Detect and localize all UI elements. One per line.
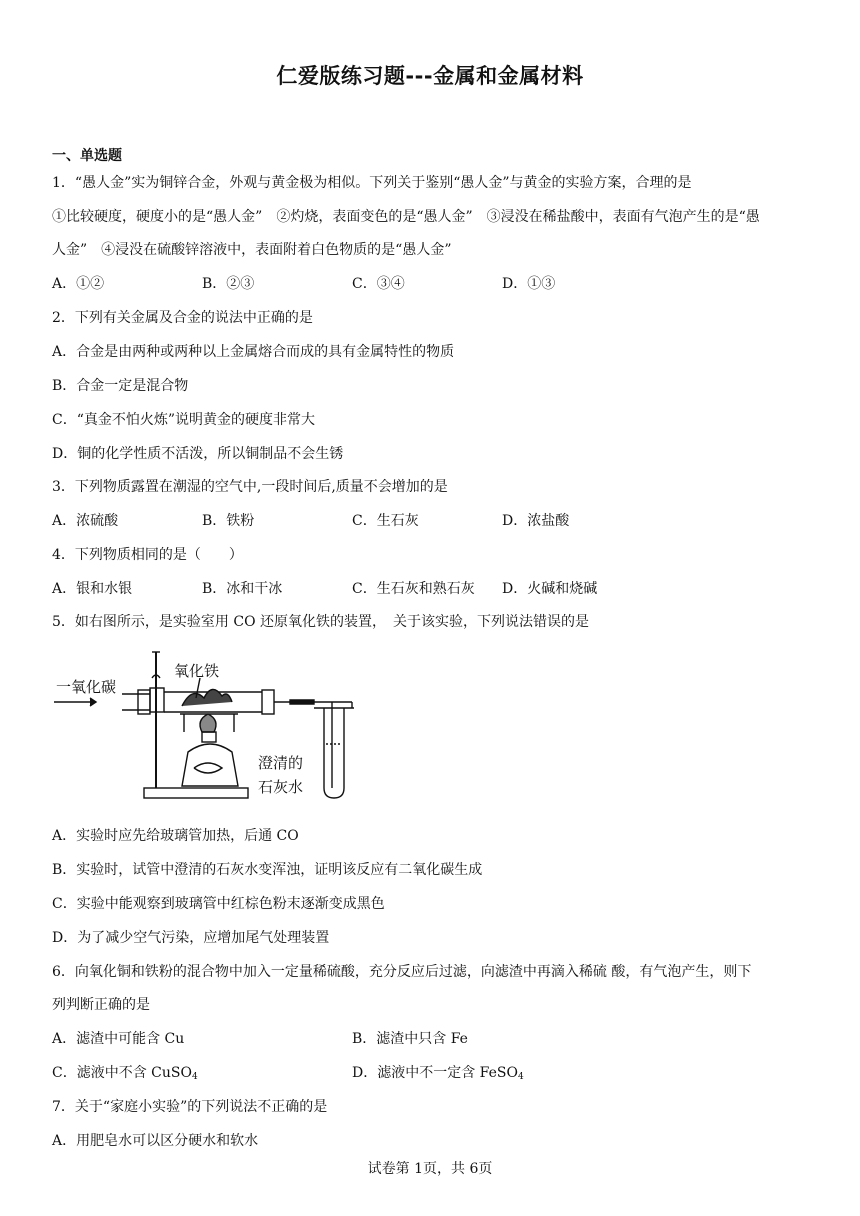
q7-stem: 7．关于“家庭小实验”的下列说法不正确的是 bbox=[52, 1099, 328, 1115]
q7-option-a: A．用肥皂水可以区分硬水和软水 bbox=[52, 1133, 259, 1149]
q4-option-c: C．生石灰和熟石灰 bbox=[352, 581, 475, 597]
q5-option-d: D．为了减少空气污染，应增加尾气处理装置 bbox=[52, 930, 330, 946]
q3-stem: 3．下列物质露置在潮湿的空气中,一段时间后,质量不会增加的是 bbox=[52, 479, 448, 495]
q3-option-a: A．浓硫酸 bbox=[52, 513, 119, 529]
q1-option-b: B．②③ bbox=[202, 276, 255, 292]
q2-stem: 2．下列有关金属及合金的说法中正确的是 bbox=[52, 310, 313, 326]
label-limewater-line2: 石灰水 bbox=[258, 778, 304, 796]
section-heading: 一、单选题 bbox=[52, 148, 122, 164]
q1-option-a: A．①② bbox=[52, 276, 105, 292]
q3-option-d: D．浓盐酸 bbox=[502, 513, 570, 529]
q4-option-d: D．火碱和烧碱 bbox=[502, 581, 598, 597]
q6-option-c: C．滤液中不含 CuSO$_4$ bbox=[52, 1065, 198, 1082]
label-iron-oxide: 氧化铁 bbox=[174, 662, 220, 680]
q6-option-d: D．滤液中不一定含 FeSO$_4$ bbox=[352, 1065, 524, 1082]
q2-option-b: B．合金一定是混合物 bbox=[52, 378, 189, 394]
label-limewater-line1: 澄清的 bbox=[258, 754, 304, 772]
q6-option-a: A．滤渣中可能含 Cu bbox=[52, 1031, 185, 1047]
label-carbon-monoxide: 一氧化碳 bbox=[56, 678, 117, 696]
q1-detail: ①比较硬度，硬度小的是“愚人金” ②灼烧，表面变色的是“愚人金” ③浸没在稀盐酸中，表面有气泡产生的是“愚 bbox=[52, 209, 760, 225]
q3-option-c: C．生石灰 bbox=[352, 513, 419, 529]
q5-option-a: A．实验时应先给玻璃管加热，后通 CO bbox=[52, 828, 299, 844]
q3-option-b: B．铁粉 bbox=[202, 513, 255, 529]
q4-stem: 4．下列物质相同的是（ ） bbox=[52, 547, 243, 563]
co-reduction-apparatus-diagram bbox=[52, 648, 364, 808]
q2-option-d: D．铜的化学性质不活泼，所以铜制品不会生锈 bbox=[52, 446, 344, 462]
q4-option-b: B．冰和干冰 bbox=[202, 581, 283, 597]
q5-option-b: B．实验时，试管中澄清的石灰水变浑浊，证明该反应有二氧化碳生成 bbox=[52, 862, 483, 878]
q1-detail-cont: 人金” ④浸没在硫酸锌溶液中，表面附着白色物质的是“愚人金” bbox=[52, 242, 452, 258]
q1-option-d: D．①③ bbox=[502, 276, 556, 292]
q6-option-b: B．滤渣中只含 Fe bbox=[352, 1031, 468, 1047]
q6-stem-cont: 列判断正确的是 bbox=[52, 997, 150, 1013]
q1-stem: 1．“愚人金”实为铜锌合金，外观与黄金极为相似。下列关于鉴别“愚人金”与黄金的实验方案，合理的是 bbox=[52, 175, 692, 191]
page-footer: 试卷第 1页，共 6页 bbox=[367, 1161, 493, 1177]
q2-option-c: C．“真金不怕火炼”说明黄金的硬度非常大 bbox=[52, 412, 316, 428]
q5-option-c: C．实验中能观察到玻璃管中红棕色粉末逐渐变成黑色 bbox=[52, 896, 385, 912]
q5-stem: 5．如右图所示，是实验室用 CO 还原氧化铁的装置， 关于该实验，下列说法错误的是 bbox=[52, 614, 589, 630]
q6-stem: 6．向氧化铜和铁粉的混合物中加入一定量稀硫酸，充分反应后过滤，向滤渣中再滴入稀硫 酸，有气泡产生，则下 bbox=[52, 964, 752, 980]
q4-option-a: A．银和水银 bbox=[52, 581, 133, 597]
q1-option-c: C．③④ bbox=[352, 276, 405, 292]
q2-option-a: A．合金是由两种或两种以上金属熔合而成的具有金属特性的物质 bbox=[52, 344, 455, 360]
page-title: 仁爱版练习题---金属和金属材料 bbox=[276, 64, 584, 88]
